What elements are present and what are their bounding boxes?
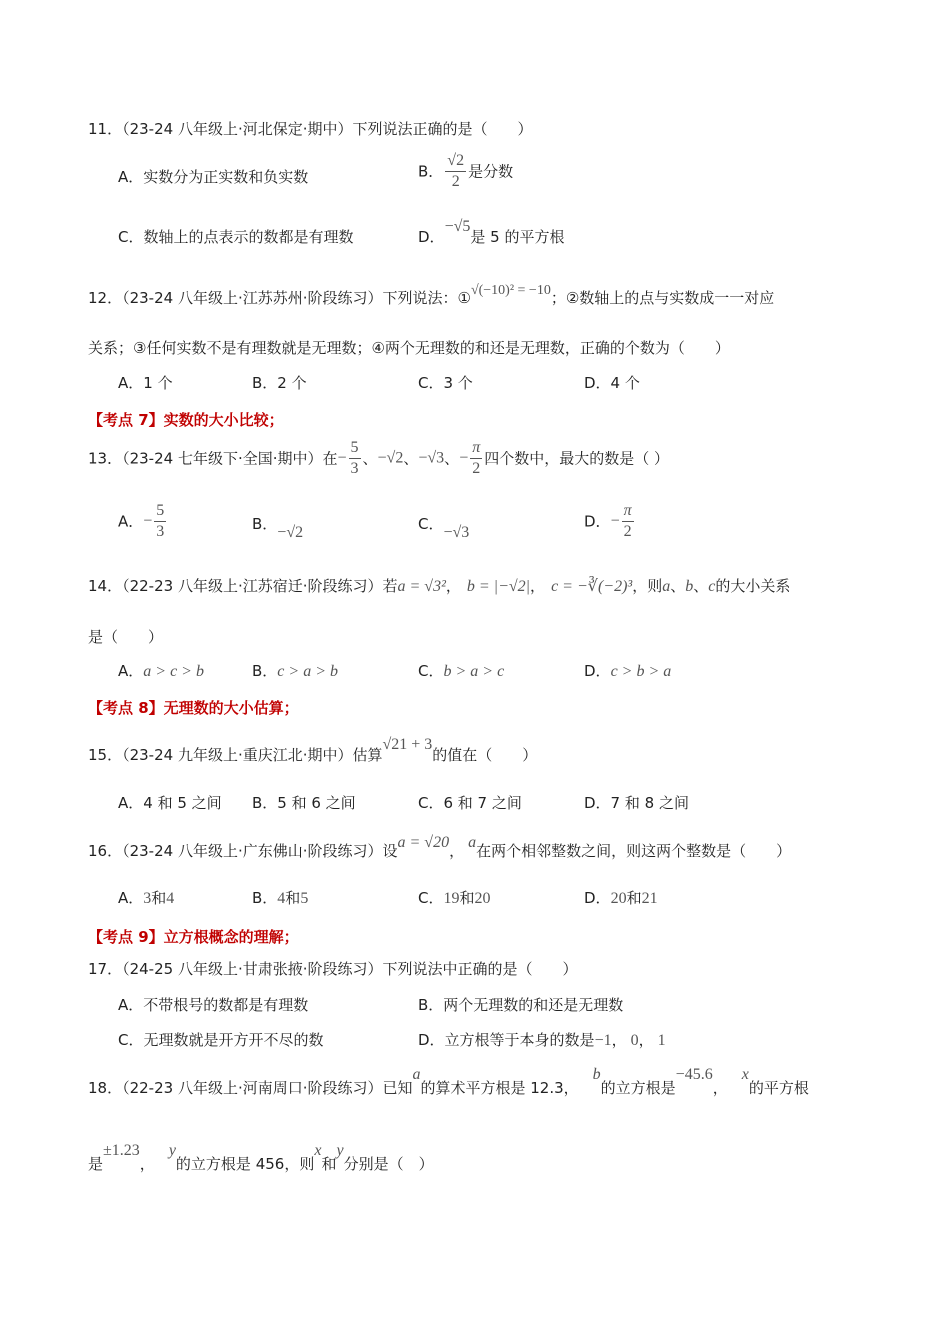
q18-stem-line2: 是±1.23，y的立方根是 456，则x和y分别是（ ） [88, 1142, 434, 1173]
q14-option-d[interactable]: D．c > b > a [584, 662, 672, 680]
q15-option-a[interactable]: A．4 和 5 之间 [118, 794, 222, 812]
q12-option-a[interactable]: A．1 个 [118, 374, 173, 392]
q17-option-a[interactable]: A．不带根号的数都是有理数 [118, 996, 309, 1014]
q12-option-b[interactable]: B．2 个 [252, 374, 307, 392]
q17-stem: 17．（24-25 八年级上·甘肃张掖·阶段练习）下列说法中正确的是（ ） [88, 960, 578, 978]
section-heading-9: 【考点 9】立方根概念的理解； [88, 928, 299, 946]
q11-option-c[interactable]: C．数轴上的点表示的数都是有理数 [118, 228, 354, 246]
q11-stem: 11．（23-24 八年级上·河北保定·期中）下列说法正确的是（ ） [88, 120, 533, 138]
q18-math-1: −45.6 [675, 1066, 713, 1083]
q14-math-a: a = √3² [397, 578, 446, 595]
q14-option-b[interactable]: B．c > a > b [252, 662, 338, 680]
q12-stem-line2: 关系；③任何实数不是有理数就是无理数；④两个无理数的和还是无理数，正确的个数为（ ） [88, 339, 730, 357]
q12-math-1: √(−10)² = −10 [470, 283, 551, 298]
q17-option-b[interactable]: B．两个无理数的和还是无理数 [418, 996, 624, 1014]
q14-math-b: b = |−√2| [466, 578, 531, 595]
q13-option-c[interactable]: C．−√3 [418, 515, 470, 541]
q17-option-d[interactable]: D．立方根等于本身的数是−1， 0， 1 [418, 1031, 666, 1049]
q15-option-c[interactable]: C．6 和 7 之间 [418, 794, 522, 812]
q16-stem: 16．（23-24 八年级上·广东佛山·阶段练习）设a = √20， a在两个相邻整数之间，则这两个整数是（ ） [88, 834, 792, 860]
q18-math-2: ±1.23 [103, 1142, 140, 1159]
q16-option-b[interactable]: B．4和5 [252, 889, 309, 907]
q15-option-d[interactable]: D．7 和 8 之间 [584, 794, 689, 812]
q13-option-a[interactable]: A．− $\frac{5}{3}$ [118, 502, 165, 540]
q15-option-b[interactable]: B．5 和 6 之间 [252, 794, 356, 812]
q14-math-c: c = −∛(−2)³ [551, 578, 633, 595]
q13-option-b[interactable]: B．−√2 [252, 515, 304, 541]
q14-stem-line2: 是（ ） [88, 628, 164, 646]
q15-math: √21 + 3 [382, 736, 433, 753]
q11-b-label: B． [418, 162, 444, 181]
q12-option-c[interactable]: C．3 个 [418, 374, 473, 392]
q11-d-math: −√5 [444, 218, 471, 235]
q14-option-c[interactable]: C．b > a > c [418, 662, 505, 680]
q13-option-d[interactable]: D．− $\frac{\pi}{2}$ [584, 502, 632, 540]
q12-stem: 12．（23-24 八年级上·江苏苏州·阶段练习）下列说法：①√(−10)² = −10；②数轴上的点与实数成一一对应 [88, 283, 775, 307]
q16-option-a[interactable]: A．3和4 [118, 889, 175, 907]
q17-option-c[interactable]: C．无理数就是开方开不尽的数 [118, 1031, 324, 1049]
section-heading-7: 【考点 7】实数的大小比较； [88, 411, 284, 429]
q11-option-d[interactable]: D．−√5是 5 的平方根 [418, 218, 565, 246]
q14-option-a[interactable]: A．a > c > b [118, 662, 204, 680]
q12-option-d[interactable]: D．4 个 [584, 374, 640, 392]
q15-stem: 15．（23-24 九年级上·重庆江北·期中）估算√21 + 3的值在（ ） [88, 736, 538, 764]
section-heading-8: 【考点 8】无理数的大小估算； [88, 699, 299, 717]
q11-b-suffix: 是分数 [468, 162, 514, 181]
q11-option-a[interactable]: A．实数分为正实数和负实数 [118, 168, 309, 186]
q14-stem: 14．（22-23 八年级上·江苏宿迁·阶段练习）若a = √3²， b = |−√2|， c = −∛(−2)³，则a、b、c的大小关系 [88, 577, 791, 595]
q16-option-c[interactable]: C．19和20 [418, 889, 491, 907]
q13-stem: 13．（23-24 七年级下·全国·期中）在− $\frac{5}{3}$ 、−√2、−√3、− $\frac{\pi}{2}$ 四个数中，最大的数是（ ） [88, 439, 670, 477]
q16-math: a = √20 [397, 834, 450, 851]
q18-stem: 18．（22-23 八年级上·河南周口·阶段练习）已知a的算术平方根是 12.3，b的立方根是−45.6，x的平方根 [88, 1066, 809, 1097]
q11-b-fraction: $\frac{√2}{2}$ [447, 152, 465, 190]
q11-option-b[interactable] [418, 153, 513, 190]
q16-option-d[interactable]: D．20和21 [584, 889, 658, 907]
